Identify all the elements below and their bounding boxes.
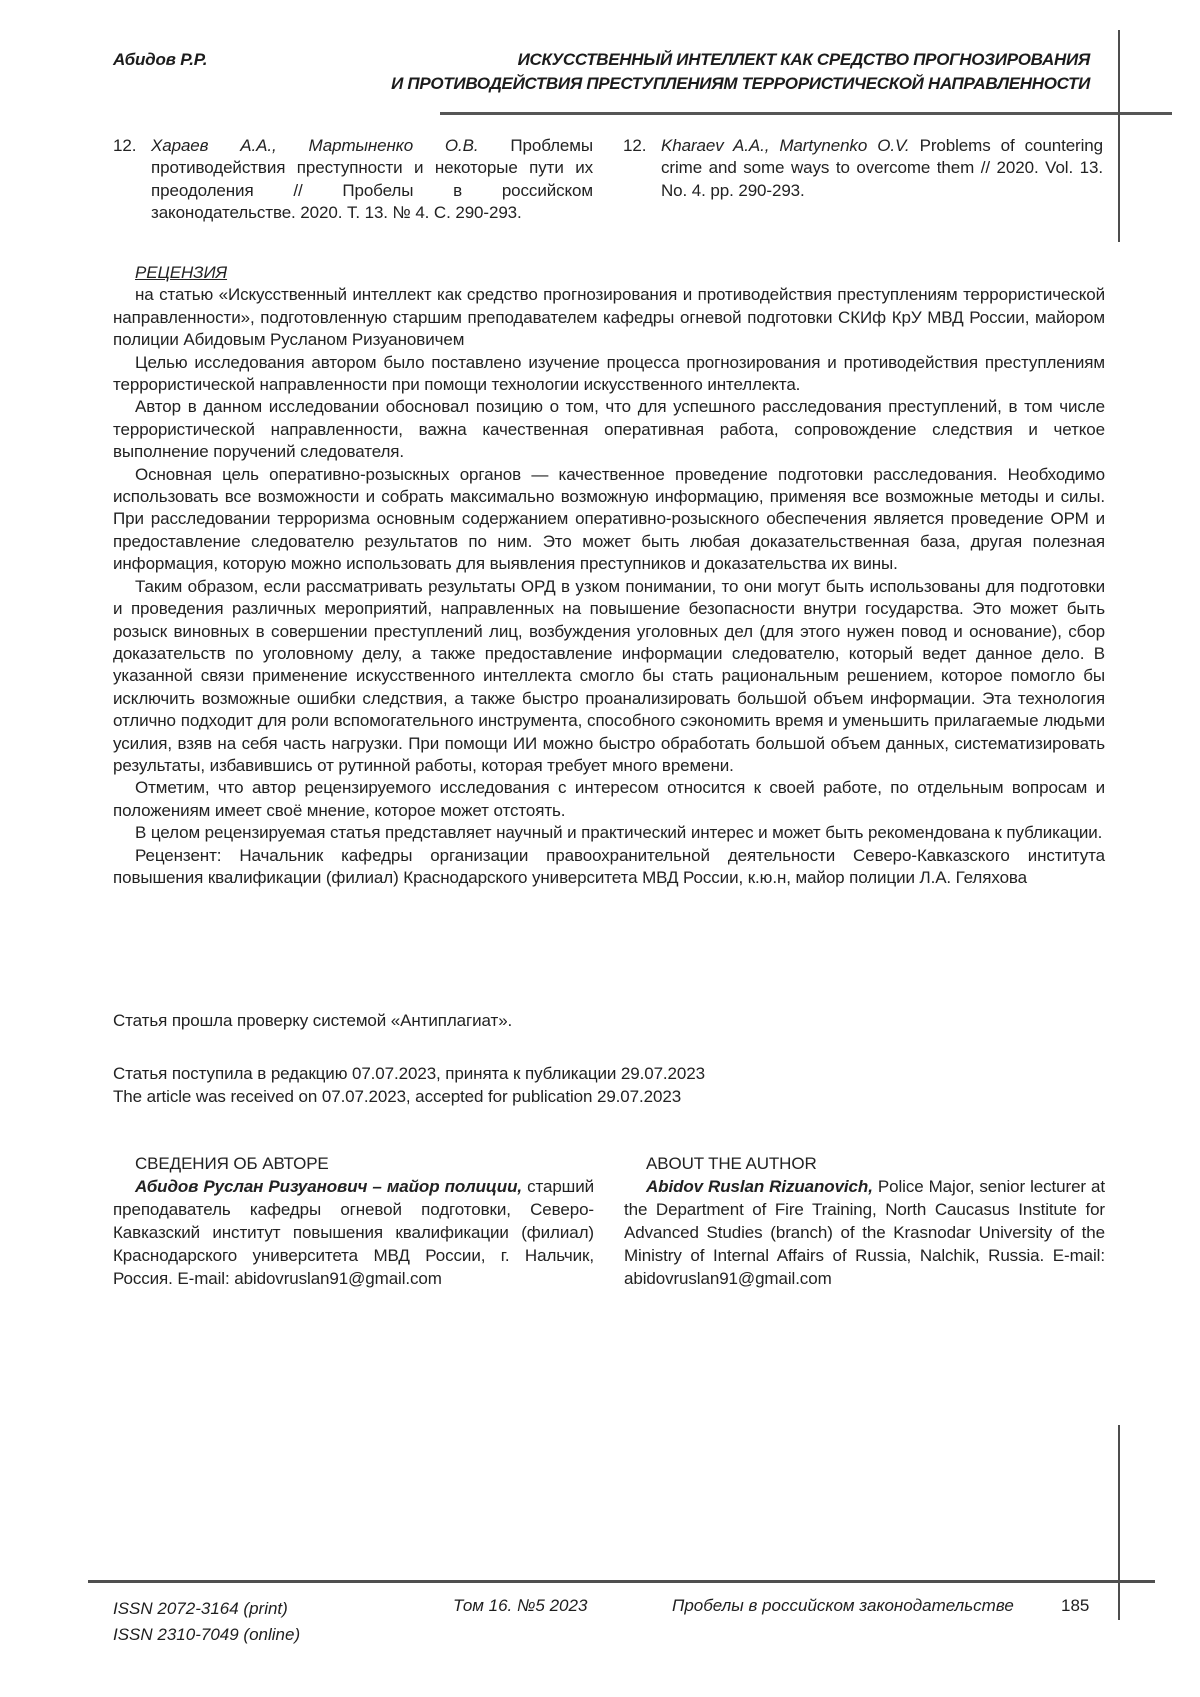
about-author-section: [113, 1152, 1105, 1290]
review-paragraph: Автор в данном исследовании обосновал позицию о том, что для успешного расследования преступлений, в том числе террористической направленности, важна качественная оперативная работа, сопровождение следствия и четкое выполнение поручений следователя.: [113, 397, 1105, 462]
reference-number: 12.: [113, 136, 137, 155]
header-rule: [440, 112, 1172, 115]
footer-rule: [88, 1580, 1155, 1583]
review-paragraph: на статью «Искусственный интеллект как средство прогнозирования и противодействия преступлениям террористической направленности», подготовленную старшим преподавателем кафедры огневой подготовки СКИф КрУ МВД России, майором полиции Абидовым Русланом Ризуановичем: [113, 285, 1105, 350]
received-date-ru: Статья поступила в редакцию 07.07.2023, принята к публикации 29.07.2023: [113, 1064, 705, 1083]
received-dates: [113, 1062, 1105, 1108]
about-heading-en: ABOUT THE AUTHOR: [646, 1154, 817, 1173]
author-bio-text-ru: старший преподаватель кафедры огневой подготовки, Северо-Кавказский институт повышения квалификации (филиал) Краснодарского университета МВД России, г. Нальчик, Россия. E-mail: abidovruslan91@gmail.com: [113, 1177, 595, 1288]
reference-item-ru: [113, 135, 593, 225]
review-paragraph: Отметим, что автор рецензируемого исследования с интересом относится к своей работе, по отдельным вопросам и положениям имеет своё мнение, которое может отстоять.: [113, 778, 1105, 820]
right-margin-rule-bottom: [1118, 1425, 1120, 1620]
review-paragraph: Рецензент: Начальник кафедры организации правоохранительной деятельности Северо-Кавказского института повышения квалификации (филиал) Краснодарского университета МВД России, к.ю.н, майор полиции Л.А. Геляхова: [113, 845, 1105, 887]
review-paragraph: В целом рецензируемая статья представляет научный и практический интерес и может быть рекомендована к публикации.: [135, 823, 1103, 843]
about-author-en: [624, 1152, 1105, 1290]
footer-issn-print: ISSN 2072-3164 (print): [113, 1599, 288, 1618]
reference-text: Problems of countering crime and some ways to overcome them // 2020. Vol. 13. No. 4. pp. 290-293.: [661, 136, 1104, 200]
author-bio-ru: [113, 1175, 594, 1290]
review-paragraph: Таким образом, если рассматривать результаты ОРД в узком понимании, то они могут быть использованы для подготовки и проведения различных мероприятий, направленных на повышение безопасности внутри государства. Это может быть розыск виновных в совершении преступлений лиц, возбуждения уголовных дел (для этого нужен повод и основание), сбор доказательств по уголовному делу, а также предоставление информации следователю, который ведет данное дело. В указанной связи применение искусственного интеллекта смогло бы стать рациональным решением, которое помогло бы исключить возможные ошибки следствия, а также быстро проанализировать большой объем информации. Эта технология отлично подходит для роли вспомогательного инструмента, способного сэкономить время и уменьшить прилагаемые людьми усилия, взяв на себя часть нагрузки. При помощи ИИ можно быстро обработать большой объем данных, систематизировать результаты, избавившись от рутинной работы, которая требует много времени.: [113, 576, 1105, 775]
review-section: [113, 262, 1105, 889]
footer-issn: [113, 1596, 300, 1648]
footer-volume: Том 16. №5 2023: [453, 1596, 588, 1615]
reference-item-en: [623, 135, 1103, 225]
author-name-en: Abidov Ruslan Rizuanovich,: [646, 1177, 873, 1196]
about-heading-ru: СВЕДЕНИЯ ОБ АВТОРЕ: [135, 1154, 329, 1173]
reference-number: 12.: [623, 136, 647, 155]
review-heading-text: РЕЦЕНЗИЯ: [135, 263, 228, 282]
review-paragraph: Основная цель оперативно-розыскных органов — качественное проведение подготовки расследования. Необходимо использовать все возможности и собрать максимально возможную информацию, применяя все возможные методы и силы. При расследовании терроризма основным содержанием оперативно-розыскного обеспечения является проведение ОРМ и предоставление следователю результатов по ним. Это может быть любая доказательственная база, другая полезная информация, которую можно использовать для выявления преступников и доказательства их вины.: [113, 464, 1105, 574]
running-head-title-line1: ИСКУССТВЕННЫЙ ИНТЕЛЛЕКТ КАК СРЕДСТВО ПРОГНОЗИРОВАНИЯ: [517, 50, 1090, 69]
antiplagiat-note: Статья прошла проверку системой «Антиплагиат».: [113, 1011, 513, 1030]
author-bio-text-en: Police Major, senior lecturer at the Department of Fire Training, North Caucasus Institute for Advanced Studies (branch) of the Krasnodar University of the Ministry of Internal Affairs of Russia, Nalchik, Russia. E-mail: abidovruslan91@gmail.com: [624, 1177, 1105, 1288]
review-heading: [113, 262, 1105, 284]
footer-page-number: 185: [1061, 1596, 1090, 1615]
footer-journal-title: Пробелы в российском законодательстве: [672, 1596, 1014, 1615]
about-author-ru: [113, 1152, 594, 1290]
right-margin-rule-top: [1118, 30, 1120, 242]
running-head-title-line2: И ПРОТИВОДЕЙСТВИЯ ПРЕСТУПЛЕНИЯМ ТЕРРОРИСТИЧЕСКОЙ НАПРАВЛЕННОСТИ: [391, 74, 1090, 93]
author-name-ru: Абидов Руслан Ризуанович – майор полиции,: [135, 1177, 522, 1196]
footer-issn-online: ISSN 2310-7049 (online): [113, 1625, 301, 1644]
received-date-en: The article was received on 07.07.2023, accepted for publication 29.07.2023: [113, 1087, 682, 1106]
reference-text: Проблемы противодействия преступности и некоторые пути их преодоления // Пробелы в российском законодательстве. 2020. Т. 13. № 4. С. 290-293.: [151, 136, 593, 223]
reference-authors: Kharaev A.A., Martynenko O.V.: [661, 136, 910, 155]
reference-authors: Хараев А.А., Мартыненко О.В.: [151, 136, 479, 155]
reference-list: [113, 135, 1103, 225]
running-head-title: [391, 48, 1090, 96]
author-bio-en: [624, 1175, 1105, 1290]
review-paragraph: Целью исследования автором было поставлено изучение процесса прогнозирования и противодействия преступлениям террористической направленности при помощи технологии искусственного интеллекта.: [113, 352, 1105, 395]
running-head-author: Абидов Р.Р.: [113, 50, 208, 69]
